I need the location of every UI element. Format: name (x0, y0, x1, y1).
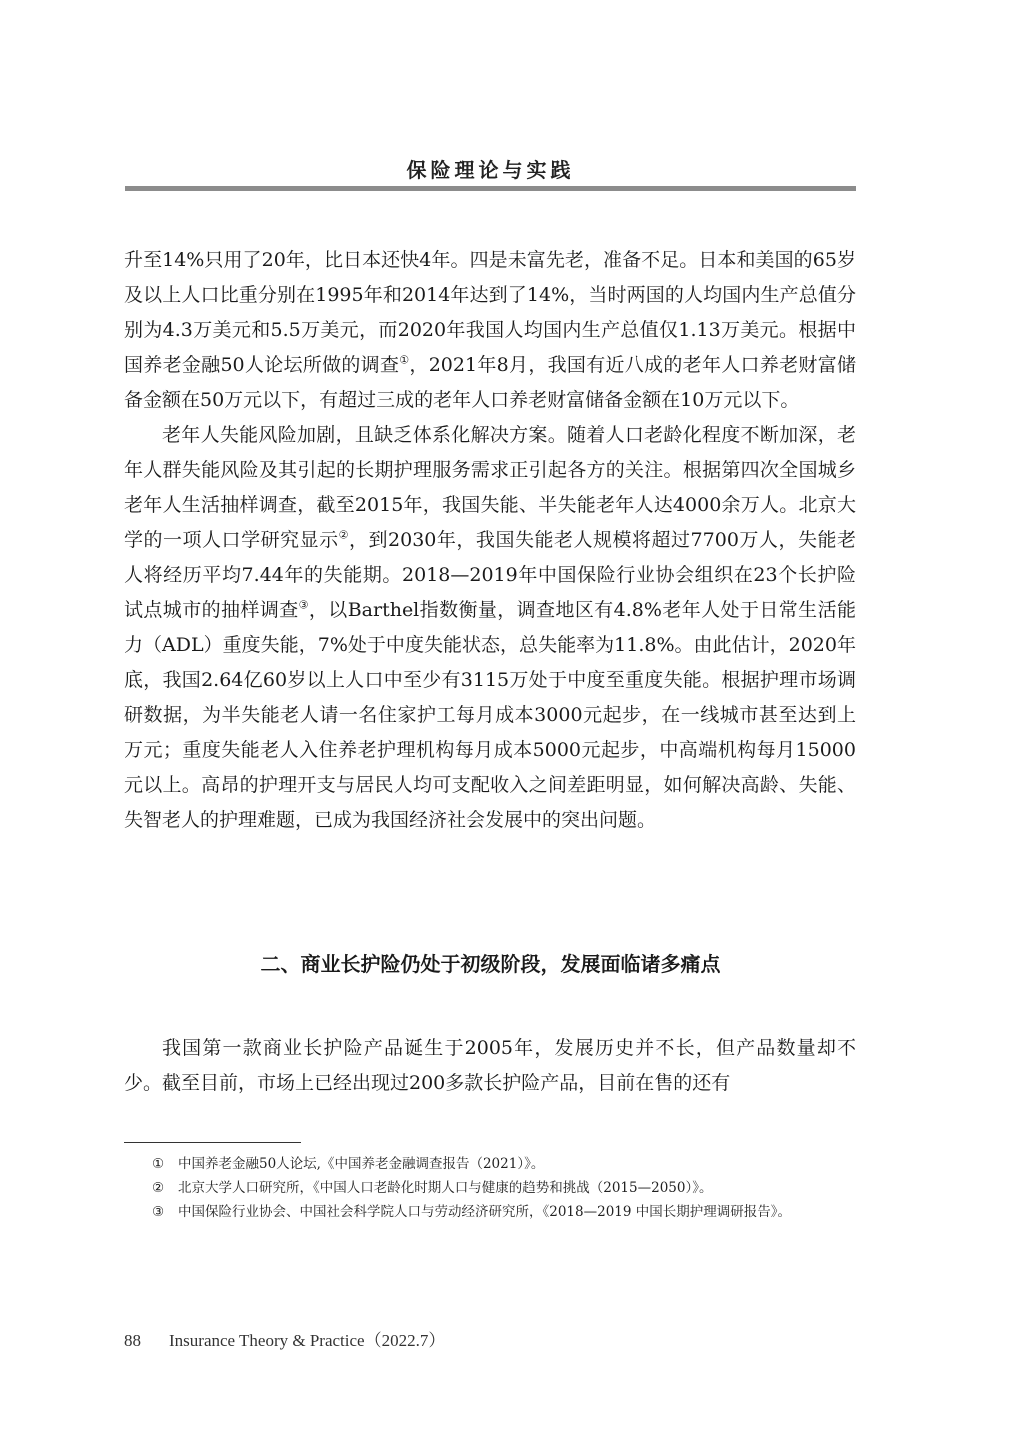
section-body (124, 1012, 856, 1120)
footnotes (124, 1152, 856, 1224)
footnote-mark: ② (151, 1180, 165, 1196)
section-paragraph-1: 我国第一款商业长护险产品诞生于2005年，发展历史并不长，但产品数量却不少。截至目前，市场上已经出现过200多款长护险产品，目前在售的还有 (124, 1037, 856, 1094)
footnote-ref-3[interactable]: ③ (298, 598, 309, 612)
body-paragraph-1: 升至14%只用了20年，比日本还快4年。四是未富先老，准备不足。日本和美国的65岁及以上人口比重分别在1995年和2014年达到了14%，当时两国的人均国内生产总值分别为4.3万美元和5.5万美元，而2020年我国人均国内生产总值仅1.13万美元。根据中国养老金融50人论坛所做的调查①，2021年8月，我国有近八成的老年人口养老财富储备金额在50万元以下，有超过三成的老年人口养老财富储备金额在10万元以下。 (124, 249, 856, 411)
footnote-1: ① 中国养老金融50人论坛,《中国养老金融调查报告（2021）》。 (124, 1152, 856, 1176)
footnote-2: ② 北京大学人口研究所，《中国人口老龄化时期人口与健康的趋势和挑战（2015—2050）》。 (124, 1176, 856, 1200)
footnote-ref-1[interactable]: ① (399, 353, 410, 367)
footnote-ref-2[interactable]: ② (338, 528, 350, 542)
journal-info: Insurance Theory & Practice（2022.7） (169, 1331, 446, 1350)
page-footer (124, 1326, 445, 1351)
footnote-3: ③ 中国保险行业协会、中国社会科学院人口与劳动经济研究所，《2018—2019 中国长期护理调研报告》。 (124, 1200, 856, 1224)
body-paragraph-2: 老年人失能风险加剧，且缺乏体系化解决方案。随着人口老龄化程度不断加深，老年人群失能风险及其引起的长期护理服务需求正引起各方的关注。根据第四次全国城乡老年人生活抽样调查，截至2015年，我国失能、半失能老年人达4000余万人。北京大学的一项人口学研究显示②，到2030年，我国失能老人规模将超过7700万人，失能老人将经历平均7.44年的失能期。2018—2019年中国保险行业协会组织在23个长护险试点城市的抽样调查③，以Barthel指数衡量，调查地区有4.8%老年人处于日常生活能力（ADL）重度失能，7%处于中度失能状态，总失能率为11.8%。由此估计，2020年底，我国2.64亿60岁以上人口中至少有3115万处于中度至重度失能。根据护理市场调研数据，为半失能老人请一名住家护工每月成本3000元起步，在一线城市甚至达到上万元；重度失能老人入住养老护理机构每月成本5000元起步，中高端机构每月15000元以上。高昂的护理开支与居民人均可支配收入之间差距明显，如何解决高龄、失能、失智老人的护理难题，已成为我国经济社会发展中的突出问题。 (124, 424, 856, 831)
journal-header-title: 保险理论与实践 (406, 158, 575, 182)
section-heading: 二、商业长护险仍处于初级阶段，发展面临诸多痛点 (260, 952, 721, 976)
footnote-mark: ③ (151, 1204, 165, 1220)
page-number: 88 (124, 1331, 141, 1350)
footnote-divider (124, 1142, 301, 1143)
footnote-mark: ① (151, 1156, 165, 1172)
article-body (124, 243, 856, 838)
header-rule (125, 186, 856, 191)
